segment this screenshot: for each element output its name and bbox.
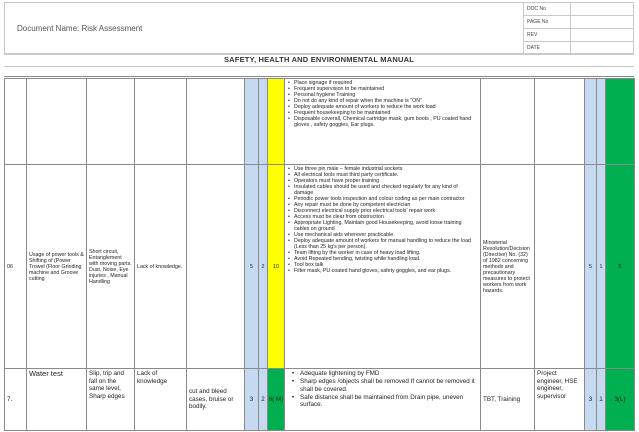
list-item: • Periodic power tools inspection and colour coding as per main contractor <box>293 196 478 202</box>
controls-cell <box>285 79 481 165</box>
activity-cell: Usage of power tools & Shifting of (Power Trowel (Floor Grinding machine and Groove cutting <box>27 165 87 369</box>
likelihood-cell: 2 <box>259 369 268 431</box>
list-item: • Disconnect electrical supply prior electrical tools' repair work <box>293 208 478 214</box>
page-no-value <box>571 16 634 29</box>
date-label: DATE <box>524 42 571 55</box>
list-item: • Team lifting by the worker in case of heavy load lifting. <box>293 250 478 256</box>
res-rating-cell <box>606 79 635 165</box>
responsible-cell <box>535 165 585 369</box>
doc-no-value <box>571 3 634 16</box>
res-likelihood-cell: 1 <box>597 369 606 431</box>
hazard-cell: Short circuit, Entanglement with moving parts, Dust, Noise, Eye injuries , Manual Handling <box>87 165 135 369</box>
res-severity-cell: 3 <box>585 369 597 431</box>
effect-cell <box>187 165 245 369</box>
rev-value <box>571 29 634 42</box>
list-item: • Filter mask, PU coated hand gloves, safety goggles, and ear plugs. <box>293 268 478 274</box>
activity-cell <box>27 79 87 165</box>
hazard-cell <box>87 79 135 165</box>
list-item: • Personal hygiene Training <box>293 92 478 98</box>
hazard-cell: Slip, trip and fall on the same level, Sharp edges <box>87 369 135 431</box>
res-severity-cell <box>585 79 597 165</box>
rev-label: REV <box>524 29 571 42</box>
rating-cell: 10 <box>268 165 285 369</box>
severity-cell <box>245 79 259 165</box>
responsible-cell <box>535 79 585 165</box>
likelihood-cell <box>259 79 268 165</box>
list-item: • Use three pin male – female industrial sockets <box>293 166 478 172</box>
list-item: • All electrical tools must third party certificate. <box>293 172 478 178</box>
rating-cell: 6( M) <box>268 369 285 431</box>
effect-cell <box>187 79 245 165</box>
list-item: • Disposable coverall, Chemical cartridge mask, gum boots , PU coated hand gloves , safety goggles, Ear plugs. <box>293 116 478 128</box>
list-item: • Access must be clear from obstruction <box>293 214 478 220</box>
list-item: • Appropriate Lighting, Maintain good Housekeeping, avoid loose training cables on ground <box>293 220 478 232</box>
list-item: • Any repair must be done by competent electrician <box>293 202 478 208</box>
cause-cell: Lack of knowledge <box>135 369 187 431</box>
risk-assessment-table <box>4 78 635 431</box>
manual-title: SAFETY, HEALTH AND ENVIRONMENTAL MANUAL <box>4 53 634 67</box>
list-item: • Do not do any kind of repair when the machine is "ON" <box>293 98 478 104</box>
res-likelihood-cell: 1 <box>597 165 606 369</box>
list-item: • Safe distance shall be maintained from Drain pipe, uneven surface. <box>297 394 478 409</box>
res-rating-cell: 3(L) <box>606 369 635 431</box>
table-row <box>5 369 635 431</box>
controls-list <box>287 370 478 409</box>
divider <box>4 76 634 77</box>
no-cell <box>5 79 27 165</box>
list-item: • Insulated cables should be used and checked regularly for any kind of damage <box>293 184 478 196</box>
cause-cell <box>135 79 187 165</box>
list-item: • Deploy adequate amount of workers for manual handling to reduce the load (Less than 25 kg's per person). <box>293 238 478 250</box>
table-row <box>5 165 635 369</box>
controls-list <box>287 80 478 128</box>
res-likelihood-cell <box>597 79 606 165</box>
res-severity-cell: 5 <box>585 165 597 369</box>
controls-list <box>287 166 478 274</box>
severity-cell: 3 <box>245 369 259 431</box>
res-rating-cell: 5 <box>606 165 635 369</box>
effect-cell: cut and bleed cases, bruise or bodily. <box>187 369 245 431</box>
doc-no-label: DOC No <box>524 3 571 16</box>
list-item: • Deploy adequate amount of workers to reduce the work load <box>293 104 478 110</box>
legal-cell: Ministerial Resolution/Decision (Directive) No. (32) of 1982 concerning methods and precautionary measures to protect workers from work hazards. <box>481 165 535 369</box>
list-item: • Operators must have proper training <box>293 178 478 184</box>
list-item: • Frequent supervision to be maintained <box>293 86 478 92</box>
list-item: • Use mechanical aids wherever practicable. <box>293 232 478 238</box>
table-row <box>5 79 635 165</box>
list-item: • Adequate lightening by FMD <box>297 370 478 378</box>
list-item: • Sharp edges /objects shall be removed If cannot be removed it shall be covered. <box>297 378 478 393</box>
list-item: • Frequent housekeeping to be maintained <box>293 110 478 116</box>
severity-cell: 5 <box>245 165 259 369</box>
no-cell: 7. <box>5 369 27 431</box>
list-item: • Place signage if required <box>293 80 478 86</box>
cause-cell: Lack of knowledge. <box>135 165 187 369</box>
legal-cell: TBT, Training <box>481 369 535 431</box>
activity-cell: Water test <box>27 369 87 431</box>
legal-cell <box>481 79 535 165</box>
controls-cell <box>285 165 481 369</box>
rating-cell <box>268 79 285 165</box>
responsible-cell: Project engineer, HSE engineer, supervisor <box>535 369 585 431</box>
list-item: • Tool box talk <box>293 262 478 268</box>
page-no-label: PAGE No <box>524 16 571 29</box>
list-item: • Avoid Repeated bending, twisting while handling load. <box>293 256 478 262</box>
document-name: Document Name: Risk Assessment <box>5 3 524 55</box>
likelihood-cell: 2 <box>259 165 268 369</box>
no-cell: 06 <box>5 165 27 369</box>
document-header <box>4 2 634 55</box>
controls-cell <box>285 369 481 431</box>
